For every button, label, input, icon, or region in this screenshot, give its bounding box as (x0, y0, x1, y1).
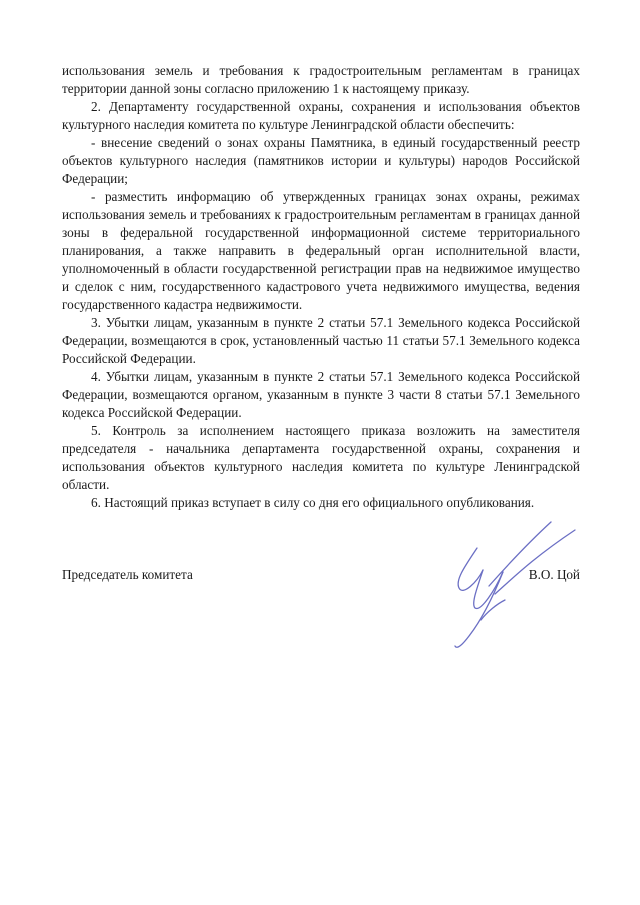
signature-block (62, 567, 580, 587)
paragraph-1-continuation: использования земель и требования к градостроительным регламентам в границах территории данной зоны согласно приложению 1 к настоящему приказу. (62, 63, 580, 96)
paragraph-item-6: 6. Настоящий приказ вступает в силу со дня его официального опубликования. (91, 495, 535, 510)
paragraph-item-4: 4. Убытки лицам, указанным в пункте 2 статьи 57.1 Земельного кодекса Российской Федерации, возмещаются органом, указанным в пункте 3 части 8 статьи 57.1 Земельного кодекса Российской Федерации. (62, 369, 580, 420)
signer-name: В.О. Цой (528, 567, 580, 582)
signer-position: Председатель комитета (62, 567, 193, 582)
document-body (62, 62, 580, 512)
paragraph-item-2: 2. Департаменту государственной охраны, сохранения и использования объектов культурного наследия комитета по культуре Ленинградской области обеспечить: (62, 99, 580, 132)
paragraph-item-2-subitem-2: - разместить информацию об утвержденных границах зонах охраны, режимах использования земель и требованиях к градостроительным регламентам в границах данной зоны в федеральной государственной информационной системе территориального планирования, а также направить в федеральный орган исполнительной власти, уполномоченный в области государственной регистрации прав на недвижимое имущество и сделок с ним, государственного кадастрового учета недвижимого имущества, ведения государственного кадастра недвижимости. (62, 189, 580, 312)
paragraph-item-5: 5. Контроль за исполнением настоящего приказа возложить на заместителя председателя - начальника департамента государственной охраны, сохранения и использования объектов культурного наследия комитета по культуре Ленинградской области. (62, 423, 580, 492)
paragraph-item-3: 3. Убытки лицам, указанным в пункте 2 статьи 57.1 Земельного кодекса Российской Федерации, возмещаются в срок, установленный частью 11 статьи 57.1 Земельного кодекса Российской Федерации. (62, 315, 580, 366)
paragraph-item-2-subitem-1: - внесение сведений о зонах охраны Памятника, в единый государственный реестр объектов культурного наследия (памятников истории и культуры) народов Российской Федерации; (62, 135, 580, 186)
